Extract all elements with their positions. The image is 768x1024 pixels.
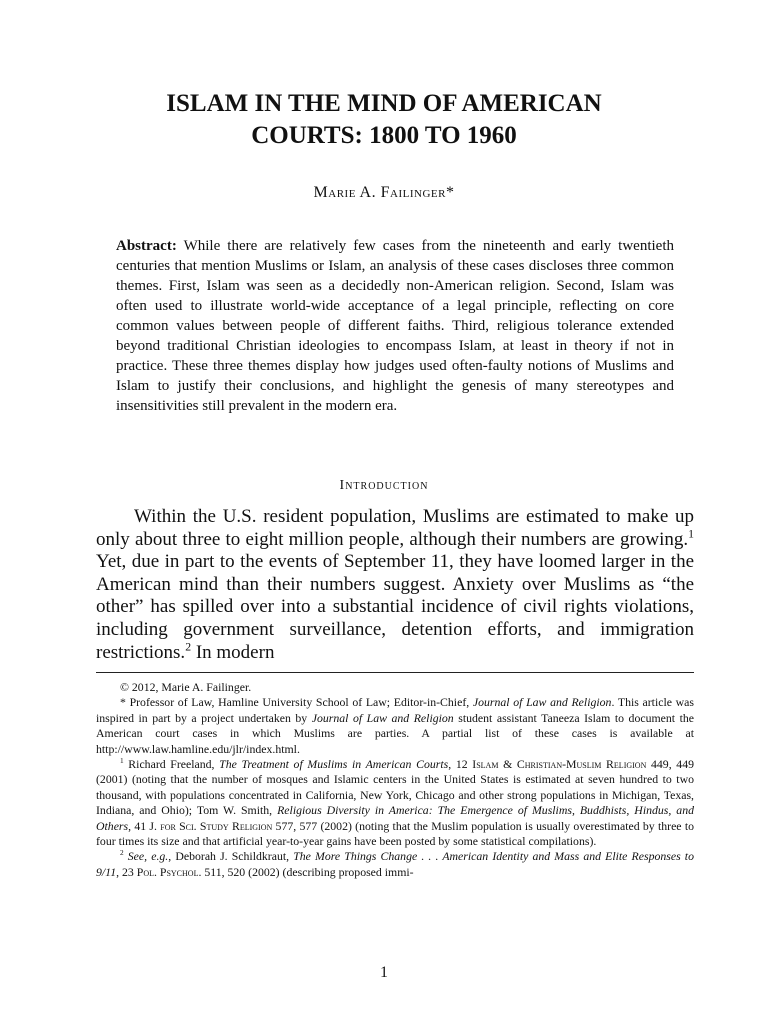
footnote-text: , Deborah J. Schildkraut, xyxy=(168,849,294,864)
page-number: 1 xyxy=(380,964,388,981)
footnote-ref-2[interactable]: 2 xyxy=(185,640,192,654)
footnote-1 xyxy=(96,757,694,849)
footnote-text: , 23 xyxy=(116,864,137,879)
journal-name: for Sci. Study Religion xyxy=(160,818,273,833)
section-heading: Introduction xyxy=(339,478,429,493)
body-text-3: In modern xyxy=(191,641,275,663)
journal-name: Islam & Christian-Muslim Religion xyxy=(472,757,647,772)
footnote-text: 449, 449 (2001) (noting that the number of mosques and Islamic centers in the United States is estimated at seven hundred to two thousand, with populations concentrated in California, New York, Chicago and other strong populations in Michigan, Texas, Indiana, and Ohio); Tom W. Smith, xyxy=(96,757,694,818)
author-note-text: student assistant Taneeza Islam to document the American court cases in which Muslims are parties. A partial list of these cases is available at http://www.law.hamline.edu/jlr/index.html. xyxy=(96,710,694,756)
footnote-text: , 12 xyxy=(448,757,473,772)
citation-title: The Treatment of Muslims in American Courts xyxy=(219,757,449,772)
author-note xyxy=(96,695,694,757)
title-line-1: ISLAM IN THE MIND OF AMERICAN xyxy=(166,90,602,117)
footnote-divider xyxy=(96,672,694,673)
body-paragraph xyxy=(96,506,694,664)
footnote-number: 2 xyxy=(120,848,124,858)
footnote-ref-1[interactable]: 1 xyxy=(688,527,694,541)
journal-name: Journal of Law and Religion xyxy=(472,695,612,710)
footnote-text: , 41 J. xyxy=(128,818,161,833)
footnote-text: 577, 577 (2002) (noting that the Muslim population is usually overestimated by three to four times its size and that artificial year-to-year gains have been posted by some statistical compilations). xyxy=(96,818,694,849)
copyright-note: © 2012, Marie A. Failinger. xyxy=(120,680,252,694)
abstract-label: Abstract: xyxy=(116,238,177,254)
author-name: Marie A. Failinger* xyxy=(313,184,455,201)
body-text-2: Yet, due in part to the events of September 11, they have loomed larger in the American mind than their numbers suggest. Anxiety over Muslims as “the other” has spilled over into a substantial incidence of civil rights violations, including government surveillance, detention efforts, and immigration restrictions. xyxy=(96,551,694,663)
body-text-1: Within the U.S. resident population, Muslims are estimated to make up only about three to eight million people, although their numbers are growing. xyxy=(96,506,694,550)
signal-word: See, e.g. xyxy=(127,849,169,864)
abstract-text: While there are relatively few cases from the nineteenth and early twentieth centuries that mention Muslims or Islam, an analysis of these cases discloses three common themes. First, Islam was seen as a decidedly non-American religion. Second, Islam was often used to illustrate world-wide acceptance of a legal principle, reflecting on core common values between people of different faiths. Third, religious tolerance extended beyond traditional Christian ideologies to encompass Islam, at least in theory if not in practice. These three themes display how judges used often-faulty notions of Muslims and Islam to justify their conclusions, and highlight the genesis of many stereotypes and insensitivities still prevalent in the modern era. xyxy=(116,238,675,414)
journal-name: Pol. Psychol. xyxy=(136,864,202,879)
footnotes xyxy=(96,680,694,880)
footnote-number: 1 xyxy=(120,756,124,766)
footnote-text: 511, 520 (2002) (describing proposed immi- xyxy=(201,864,414,879)
footnote-2 xyxy=(96,849,694,880)
footnote-text: Richard Freeland, xyxy=(123,757,220,772)
citation-title: Religious Diversity in America: The Emergence of Muslims, Buddhists, Hindus, and Others xyxy=(96,803,694,833)
article-title xyxy=(0,88,768,152)
title-line-2: COURTS: 1800 TO 1960 xyxy=(251,122,517,149)
citation-title: The More Things Change . . . American Identity and Mass and Elite Responses to 9/11 xyxy=(96,849,694,879)
journal-name: Journal of Law and Religion xyxy=(311,710,454,725)
abstract xyxy=(116,236,674,416)
author-note-text: * Professor of Law, Hamline University School of Law; Editor-in-Chief, xyxy=(120,695,473,710)
author-note-text: . This article was inspired in part by a project undertaken by xyxy=(96,695,695,725)
